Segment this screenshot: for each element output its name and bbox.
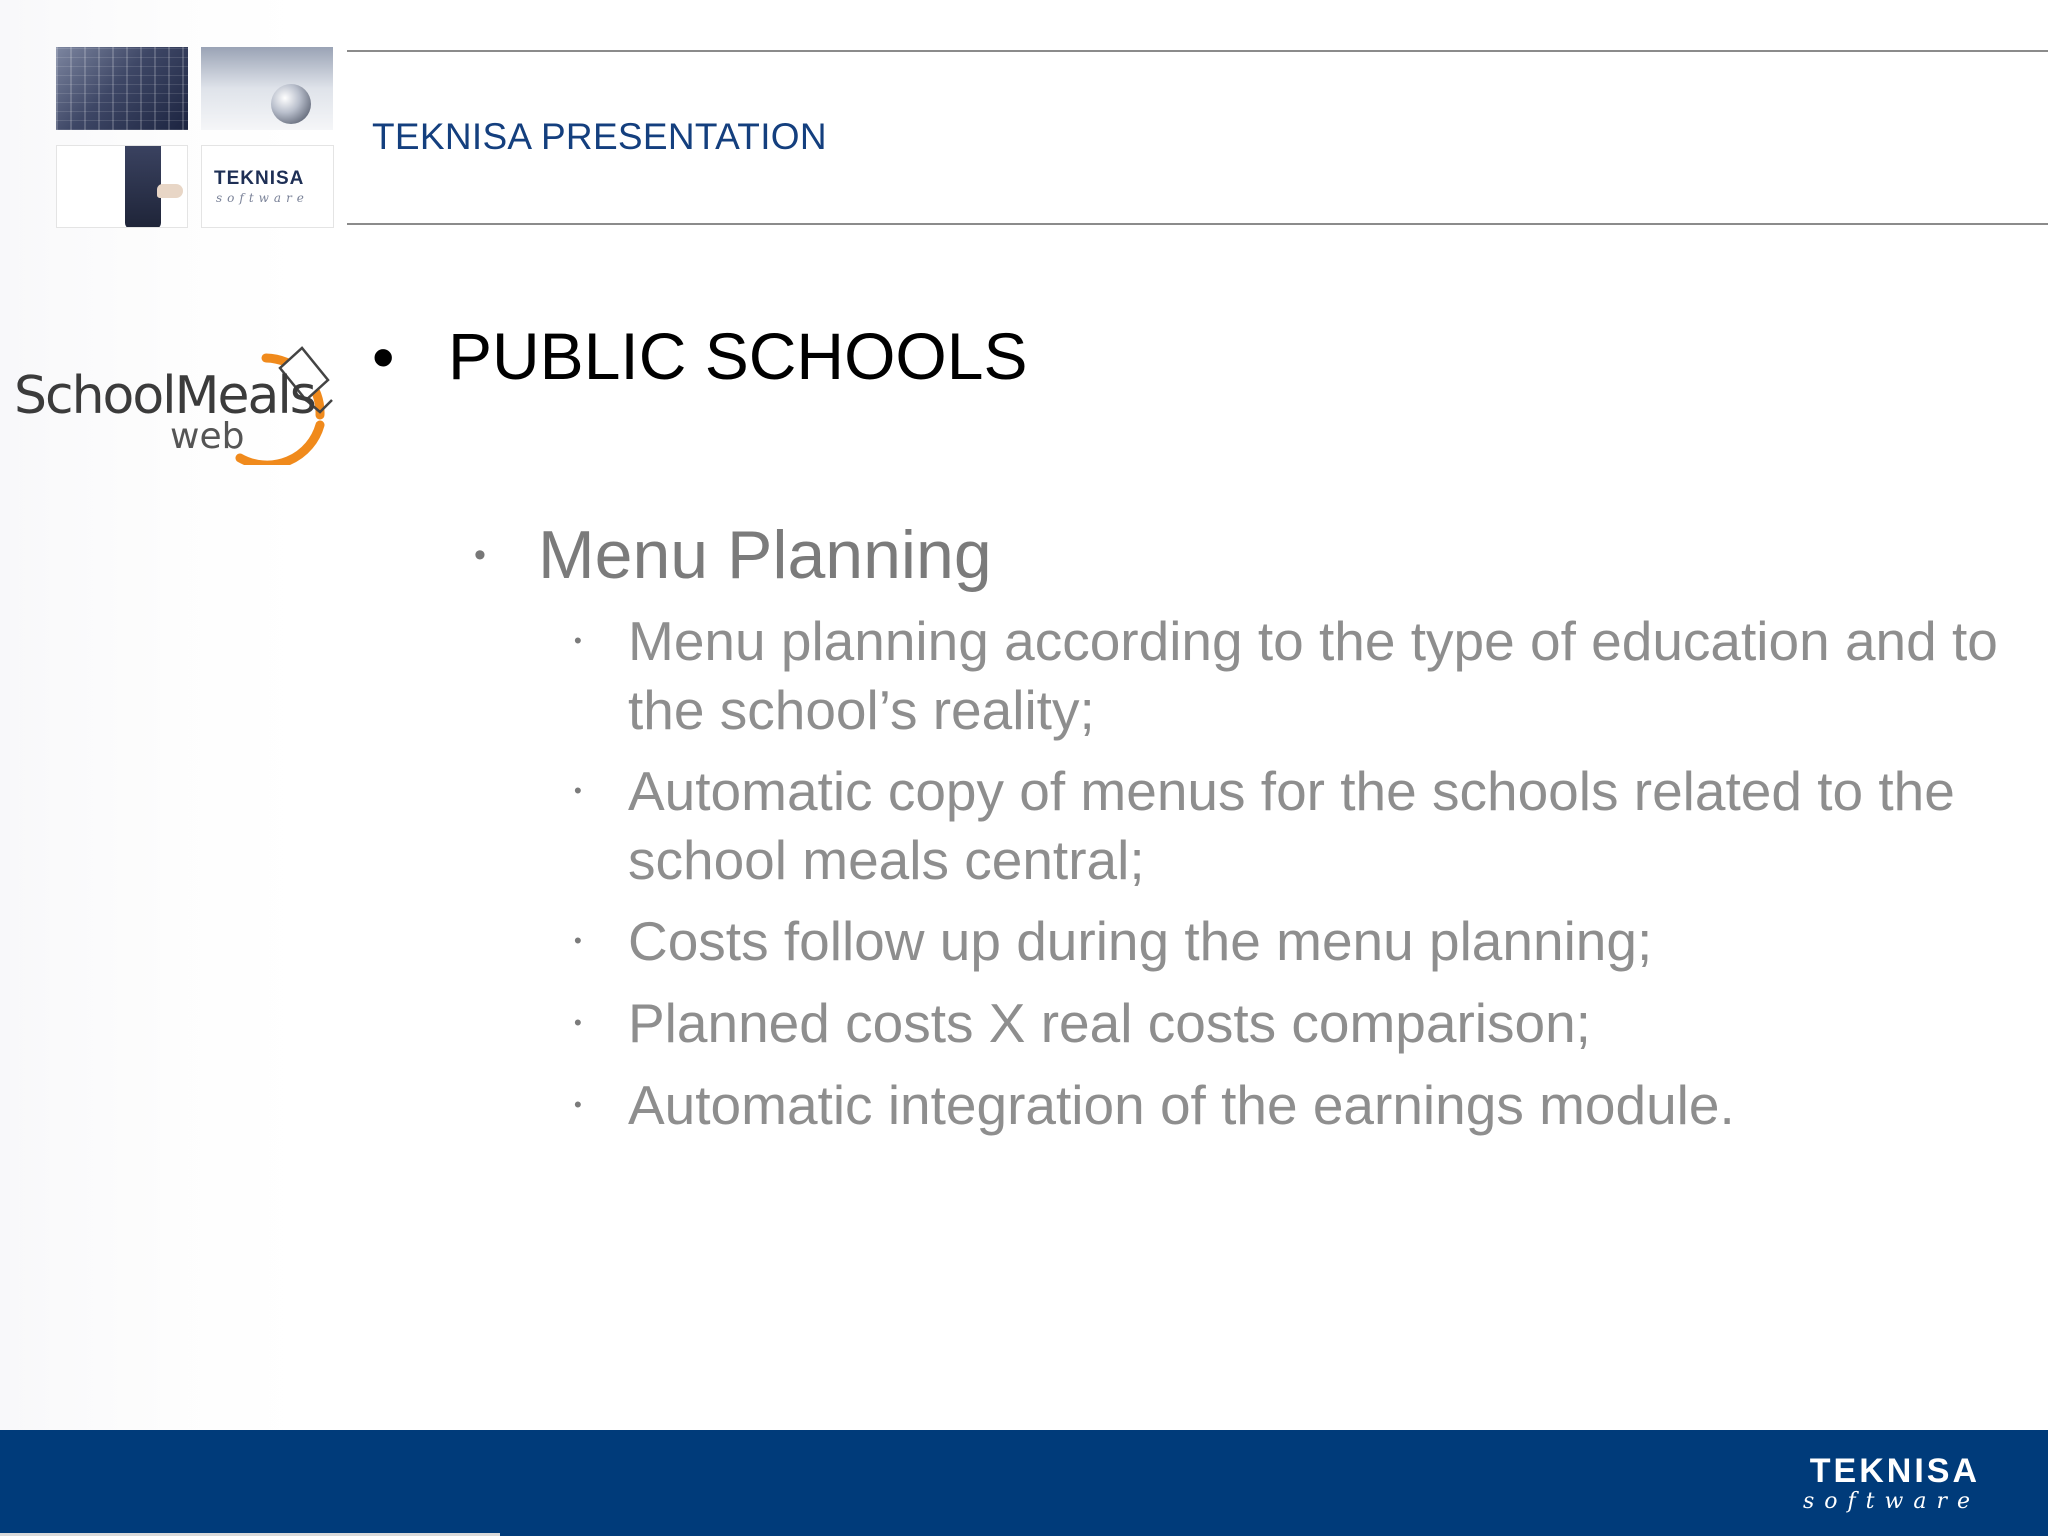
header-title: TEKNISA PRESENTATION: [372, 116, 827, 157]
footer-logo-sub: software: [1802, 1489, 1980, 1514]
header-divider-top: [347, 50, 2048, 52]
schoolmeals-logo: [10, 330, 340, 465]
heading-bullet-icon: •: [372, 321, 395, 393]
schoolmeals-logo-sub: web: [170, 416, 245, 457]
footer-teknisa-logo: [1803, 1452, 1980, 1514]
list-item: Menu planning according to the type of education and to the school’s reality;: [628, 610, 1998, 741]
section-bullet-icon: •: [474, 536, 486, 574]
footer-bar: [0, 1430, 2048, 1536]
hand-icon: [157, 184, 183, 198]
globe-image: [201, 47, 333, 130]
list-item-bullet-icon: •: [574, 928, 582, 953]
list-item-bullet-icon: •: [574, 628, 582, 653]
globe-icon: [271, 84, 311, 124]
list-item-bullet-icon: •: [574, 1092, 582, 1117]
list-item-bullet-icon: •: [574, 1010, 582, 1035]
list-item-bullet-icon: •: [574, 778, 582, 803]
section-heading: Menu Planning: [538, 517, 992, 593]
slide-heading: PUBLIC SCHOOLS: [448, 319, 1028, 393]
list-item: Planned costs X real costs comparison;: [628, 992, 1591, 1054]
list-item: Automatic copy of menus for the schools related to the school meals central;: [628, 760, 1955, 891]
teknisa-small-logo-sub: software: [216, 191, 309, 205]
teknisa-small-logo: [201, 145, 334, 228]
list-item: Costs follow up during the menu planning;: [628, 910, 1653, 972]
header-divider-bottom: [347, 223, 2048, 225]
schoolmeals-logo-name: SchoolMeals: [14, 366, 315, 426]
handshake-image: [56, 145, 188, 228]
header-logo-collage: [56, 47, 334, 228]
building-image: [56, 47, 188, 130]
teknisa-small-logo-name: TEKNISA: [214, 168, 305, 189]
footer-logo-name: TEKNISA: [1809, 1452, 1980, 1490]
list-item: Automatic integration of the earnings module.: [628, 1074, 1735, 1136]
